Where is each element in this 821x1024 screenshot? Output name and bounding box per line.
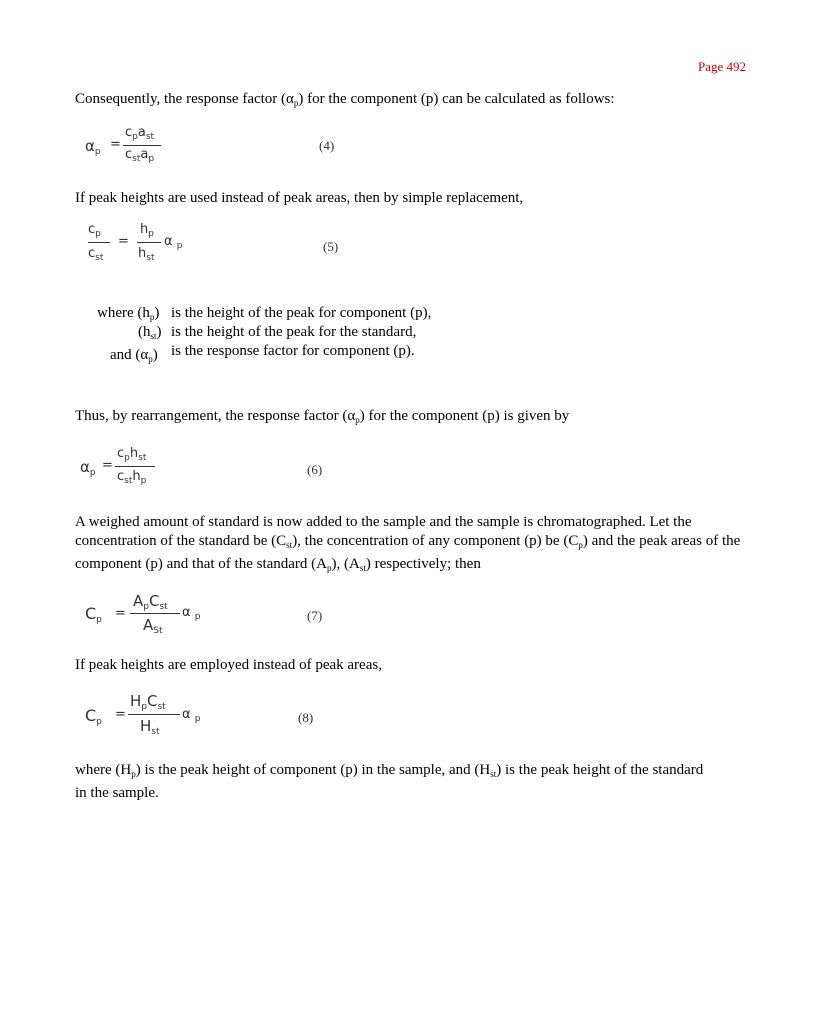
paragraph-rearrangement	[75, 407, 755, 430]
eq8-numerator: $H_pC_{st}$	[130, 692, 166, 712]
eq6-lhs: $\alpha_p$	[80, 458, 96, 478]
eq5-lhs-denominator: $c_{st}$	[88, 246, 104, 263]
where-item-alpha: and $(\alpha_p)$	[110, 347, 158, 364]
where-item-hst: $(h_{st})$	[138, 324, 162, 341]
eq4-denominator: $c_{st}a_p$	[125, 147, 155, 164]
paragraph-peak-heights: If peak heights are used instead of peak areas, then by simple replacement,	[75, 190, 524, 206]
eq8-lhs: $C_p$	[85, 706, 102, 727]
eq6-numerator: $c_ph_{st}$	[117, 446, 147, 463]
eq7-number: (7)	[307, 608, 323, 623]
subscript: p	[293, 98, 299, 108]
eq5-number: (5)	[323, 239, 339, 254]
eq8-equals: =	[115, 707, 126, 722]
eq5-fraction-bar	[137, 242, 161, 243]
paragraph-weighed-standard: A weighed amount of standard is now added to the sample and the sample is chromatographed. Let the concentration of the standard be $(C_{st})$, the concentration of any component (p) be $(C_p)$ and the peak areas of the component (p) and that of the standard $(A_p)$, $(A_{st})$ respectively; then	[75, 514, 741, 573]
paragraph-response-factor-intro	[75, 90, 755, 113]
eq8-denominator: $H_{st}$	[140, 717, 160, 737]
where-item-hst-desc: is the height of the peak for the standard,	[171, 324, 417, 340]
eq4-number: (4)	[319, 138, 335, 153]
eq7-equals: =	[115, 606, 126, 621]
eq5-lhs-fraction-bar	[88, 242, 110, 243]
eq6-denominator: $c_{st}h_p$	[117, 469, 147, 486]
eq7-lhs: $C_p$	[85, 604, 102, 625]
eq8-fraction-bar	[128, 714, 180, 715]
eq5-lhs-numerator: $c_p$	[88, 222, 101, 239]
text-segment: ) for the component (p) is given by	[359, 408, 570, 424]
eq7-numerator: $A_pC_{st}$	[133, 592, 168, 612]
eq4-lhs: $\alpha_p$	[85, 137, 101, 157]
eq4-equals: =	[110, 137, 121, 152]
eq6-fraction-bar	[115, 466, 155, 467]
subscript: p	[355, 415, 360, 425]
eq7-fraction-bar	[130, 613, 180, 614]
eq8-factor: α $_p$	[182, 707, 201, 724]
text-segment: ) for the component (p) can be calculated as follows:	[298, 91, 615, 107]
paragraph-peak-heights-employed: If peak heights are employed instead of peak areas,	[75, 657, 382, 673]
eq5-numerator: $h_p$	[140, 222, 154, 239]
eq7-denominator: $A_{St}$	[143, 616, 163, 636]
eq7-factor: α $_p$	[182, 605, 201, 622]
where-list	[0, 305, 821, 375]
eq4-fraction-bar	[123, 145, 161, 146]
equation-4	[85, 125, 385, 185]
eq5-denominator: $h_{st}$	[138, 246, 155, 263]
eq8-number: (8)	[298, 710, 314, 725]
eq6-number: (6)	[307, 462, 323, 477]
equation-6	[80, 446, 380, 506]
text-segment: Consequently, the response factor (α	[75, 91, 294, 107]
eq5-factor: α $_p$	[164, 234, 183, 251]
page-number: Page 492	[698, 59, 747, 74]
equation-8	[85, 692, 385, 752]
eq4-numerator: $c_pa_{st}$	[125, 125, 155, 142]
eq5-equals: =	[118, 234, 129, 249]
paragraph-where-peak-height: where $(H_p)$ is the peak height of component (p) in the sample, and $(H_{st})$ is the peak height of the standard in the sample.	[75, 762, 704, 801]
equation-5	[88, 222, 388, 282]
where-item-hp-desc: is the height of the peak for component (p),	[171, 305, 432, 321]
equation-7	[85, 592, 385, 652]
eq6-equals: =	[102, 458, 113, 473]
where-item-alpha-desc: is the response factor for component (p).	[171, 343, 415, 359]
text-segment: Thus, by rearrangement, the response factor (α	[75, 408, 356, 424]
where-item-hp: where $(h_p)$	[97, 305, 160, 322]
